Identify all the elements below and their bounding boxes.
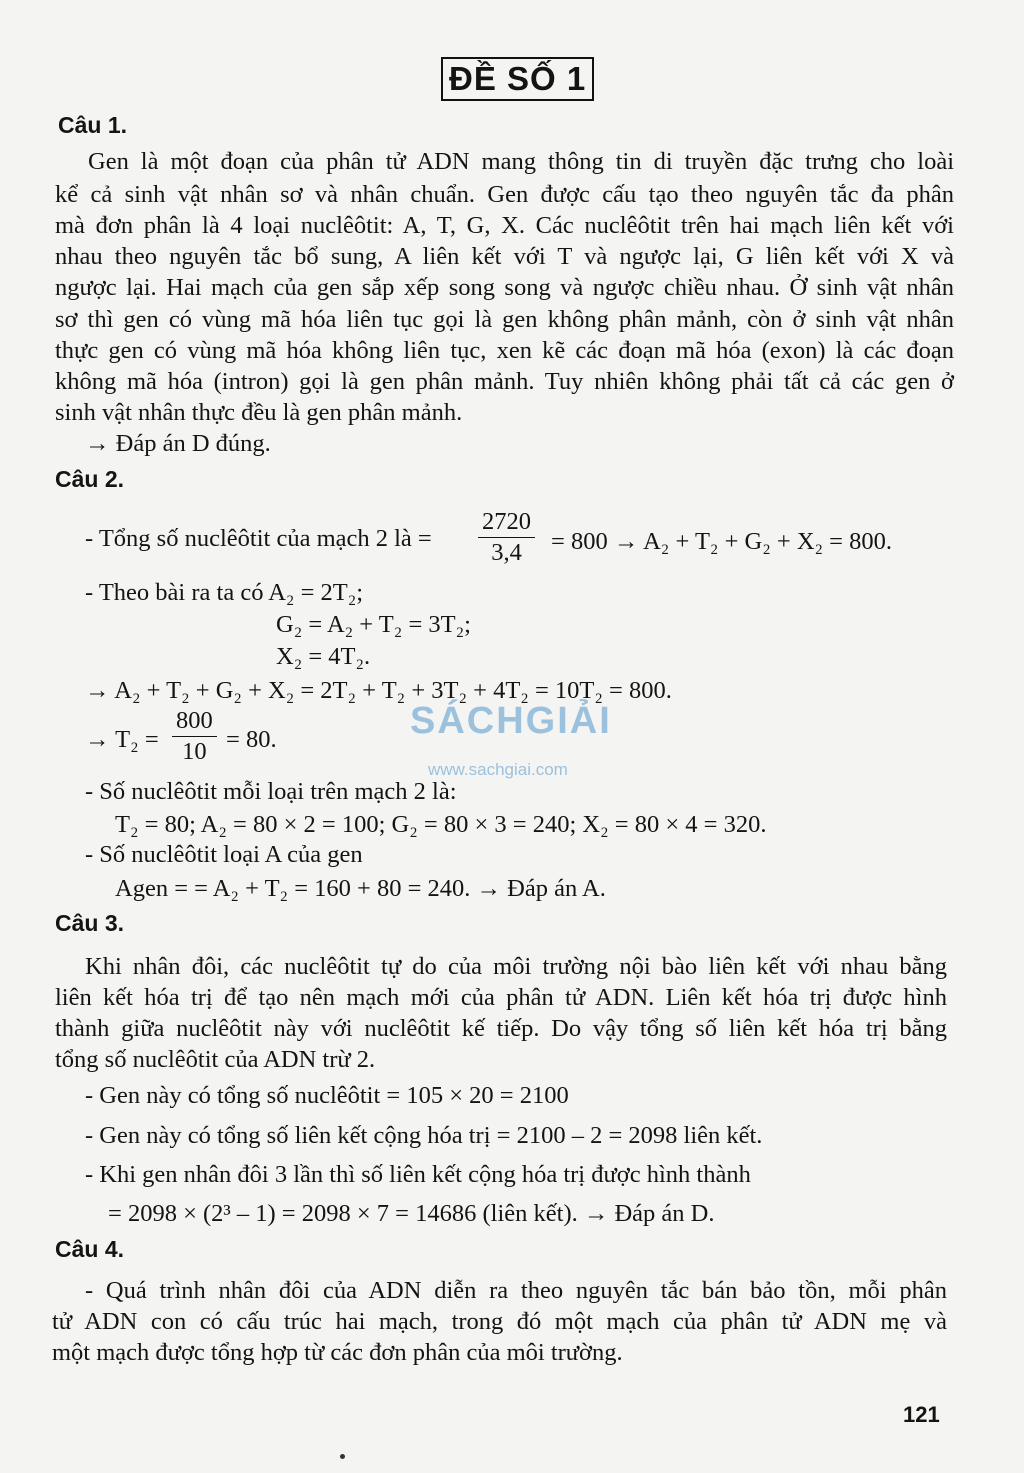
q2-line: T₂ = 80; A₂ = 80 × 2 = 100; G₂ = 80 × 3 = 240; X₂ = 80 × 4 = 320. bbox=[115, 811, 767, 838]
q1-line: sinh vật nhân thực đều là gen phân mảnh. bbox=[55, 399, 463, 426]
watermark-url: www.sachgiai.com bbox=[428, 760, 568, 779]
q2-line: - Theo bài ra ta có A₂ = 2T₂; bbox=[85, 579, 364, 606]
q1-line: nhau theo nguyên tắc bổ sung, A liên kết với T và ngược lại, G liên kết với X và bbox=[55, 243, 954, 270]
q3-line: tổng số nuclêôtit của ADN trừ 2. bbox=[55, 1046, 376, 1073]
ink-dot bbox=[340, 1454, 345, 1459]
q3-line: thành giữa nuclêôtit này với nuclêôtit kế tiếp. Do vậy tổng số liên kết hóa trị bằng bbox=[55, 1015, 947, 1042]
q2-line: Agen = = A₂ + T₂ = 160 + 80 = 240. → Đáp án A. bbox=[115, 875, 606, 902]
q4-line: tử ADN con có cấu trúc hai mạch, trong đó một mạch của phân tử ADN mẹ và bbox=[52, 1308, 947, 1335]
q1-line: không mã hóa (intron) gọi là gen phân mảnh. Tuy nhiên không phải tất cả các gen ở bbox=[55, 368, 954, 395]
q1-line: kể cả sinh vật nhân sơ và nhân chuẩn. Gen được cấu tạo theo nguyên tắc đa phân bbox=[55, 181, 954, 208]
q4-line: một mạch được tổng hợp từ các đơn phân của môi trường. bbox=[52, 1339, 623, 1366]
fraction-denominator: 3,4 bbox=[491, 539, 522, 566]
q2-line: - Số nuclêôtit loại A của gen bbox=[85, 841, 363, 868]
q4-heading: Câu 4. bbox=[55, 1236, 125, 1262]
page-title: ĐỀ SỐ 1 bbox=[441, 57, 594, 101]
q2-heading: Câu 2. bbox=[55, 466, 125, 492]
fraction-denominator: 10 bbox=[182, 738, 207, 765]
q3-line: Khi nhân đôi, các nuclêôtit tự do của môi trường nội bào liên kết với nhau bằng bbox=[85, 953, 947, 980]
q1-answer: → Đáp án D đúng. bbox=[85, 430, 271, 457]
q2-line: - Số nuclêôtit mỗi loại trên mạch 2 là: bbox=[85, 778, 457, 805]
q1-line: mà đơn phân là 4 loại nuclêôtit: A, T, G, X. Các nuclêôtit trên hai mạch liên kết với bbox=[55, 212, 954, 239]
q2-line: - Tổng số nuclêôtit của mạch 2 là = bbox=[85, 525, 432, 552]
q2-line: G₂ = A₂ + T₂ = 3T₂; bbox=[276, 611, 471, 638]
q4-line: - Quá trình nhân đôi của ADN diễn ra theo nguyên tắc bán bảo tồn, mỗi phân bbox=[85, 1277, 947, 1304]
q2-line: = 800 → A₂ + T₂ + G₂ + X₂ = 800. bbox=[551, 528, 893, 555]
q3-line: liên kết hóa trị để tạo nên mạch mới của phân tử ADN. Liên kết hóa trị được hình bbox=[55, 984, 947, 1011]
q2-fraction bbox=[478, 507, 535, 568]
fraction-numerator: 2720 bbox=[478, 507, 535, 538]
q3-heading: Câu 3. bbox=[55, 910, 125, 936]
watermark bbox=[410, 700, 612, 779]
q1-line: Gen là một đoạn của phân tử ADN mang thông tin di truyền đặc trưng cho loài bbox=[88, 148, 954, 175]
q1-line: sơ thì gen có vùng mã hóa liên tục gọi là gen không phân mảnh, còn ở sinh vật nhân bbox=[55, 306, 954, 333]
q3-line: - Khi gen nhân đôi 3 lần thì số liên kết cộng hóa trị được hình thành bbox=[85, 1161, 751, 1188]
q2-line: → A₂ + T₂ + G₂ + X₂ = 2T₂ + T₂ + 3T₂ + 4T₂ = 10T₂ = 800. bbox=[85, 677, 672, 704]
q3-line: - Gen này có tổng số liên kết cộng hóa trị = 2100 – 2 = 2098 liên kết. bbox=[85, 1122, 763, 1149]
q3-line: = 2098 × (2³ – 1) = 2098 × 7 = 14686 (liên kết). → Đáp án D. bbox=[108, 1200, 715, 1227]
q2-fraction bbox=[172, 706, 217, 767]
watermark-logo: SÁCHGIẢI bbox=[410, 700, 612, 742]
page-number: 121 bbox=[903, 1402, 940, 1427]
q2-line: X₂ = 4T₂. bbox=[276, 643, 371, 670]
q2-line: = 80. bbox=[226, 726, 277, 753]
q3-line: - Gen này có tổng số nuclêôtit = 105 × 20 = 2100 bbox=[85, 1082, 569, 1109]
q1-line: thực gen có vùng mã hóa không liên tục, xen kẽ các đoạn mã hóa (exon) là các đoạn bbox=[55, 337, 954, 364]
fraction-numerator: 800 bbox=[172, 706, 217, 737]
q2-line: → T₂ = bbox=[85, 726, 159, 753]
q1-heading: Câu 1. bbox=[58, 112, 128, 138]
q1-line: ngược lại. Hai mạch của gen sắp xếp song song và ngược chiều nhau. Ở sinh vật nhân bbox=[55, 274, 954, 301]
